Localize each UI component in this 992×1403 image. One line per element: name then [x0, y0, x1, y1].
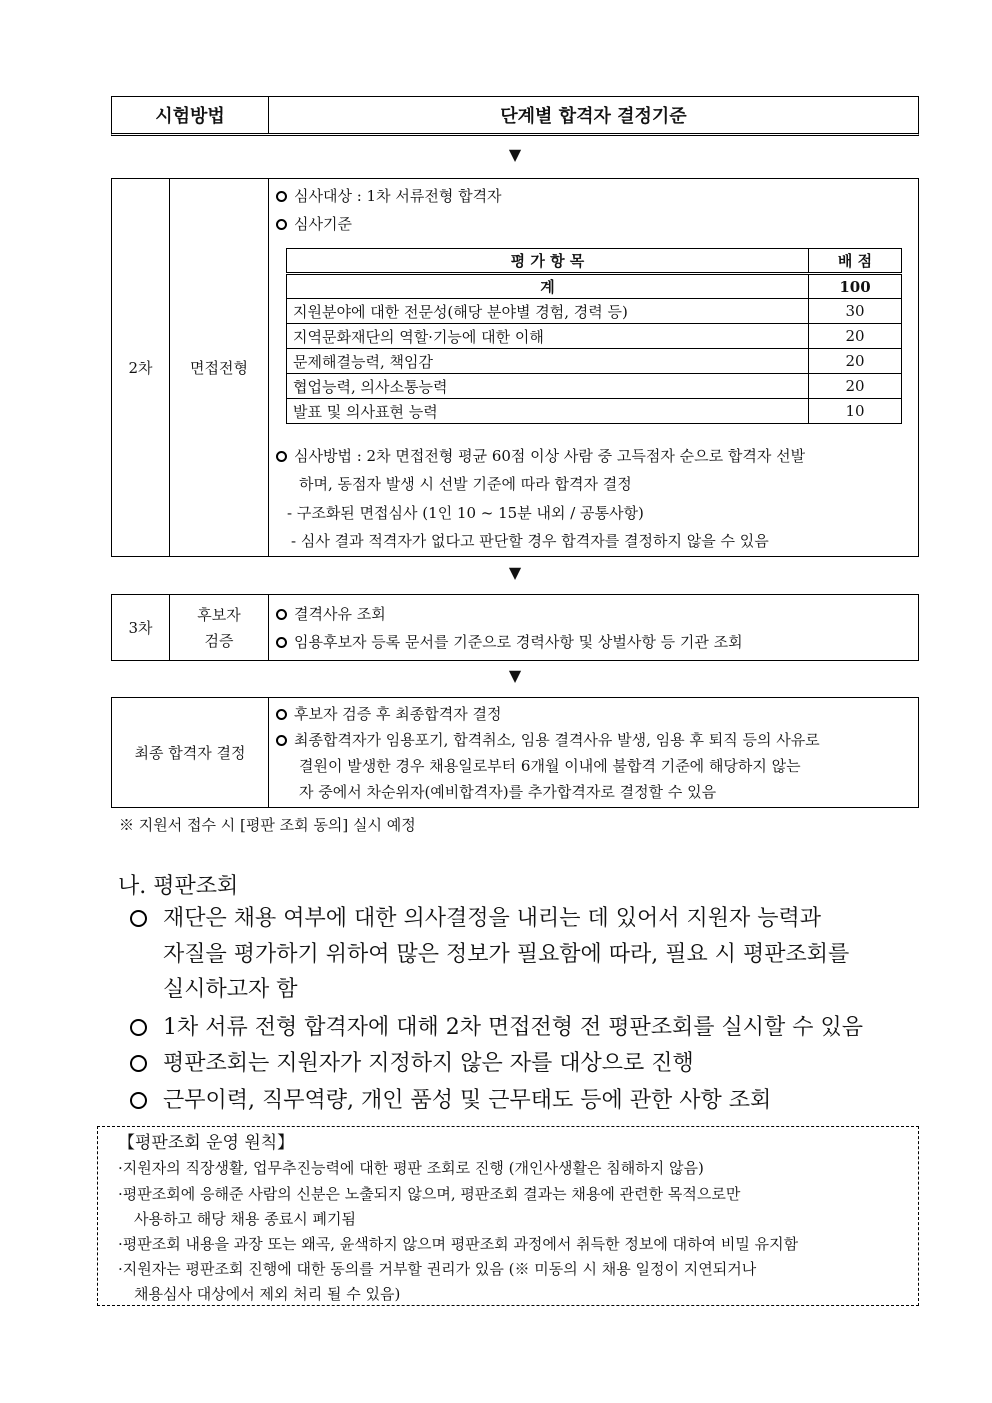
header-row	[111, 96, 919, 136]
final-item2-line1: 최종합격자가 임용포기, 합격취소, 임용 결격사유 발생, 임용 후 퇴직 등의 사유로	[276, 729, 820, 750]
section-bullet1-line2: 자질을 평가하기 위하여 많은 정보가 필요함에 따라, 필요 시 평판조회를	[163, 942, 850, 967]
score-table-header-score: 배 점	[809, 249, 902, 274]
circle-bullet-icon	[276, 709, 287, 720]
circle-bullet-icon	[130, 1092, 147, 1109]
down-arrow-icon: ▼	[508, 563, 522, 582]
circle-bullet-icon	[276, 637, 287, 648]
principle-3: ·평판조회 내용을 과장 또는 왜곡, 윤색하지 않으며 평판조회 과정에서 취득한 정보에 대하여 비밀 유지함	[118, 1235, 799, 1253]
table-row: 지역문화재단의 역할·기능에 대한 이해 20	[287, 324, 902, 349]
section-bullet1-line3: 실시하고자 함	[163, 977, 298, 1002]
table-row: 협업능력, 의사소통능력 20	[287, 374, 902, 399]
table-row: 지원분야에 대한 전문성(해당 분야별 경험, 경력 등) 30	[287, 299, 902, 324]
stage2-criteria-label: 심사기준	[276, 213, 352, 234]
final-label: 최종 합격자 결정	[134, 744, 246, 762]
circle-bullet-icon	[130, 1019, 147, 1036]
section-bullet1-line1: 재단은 채용 여부에 대한 의사결정을 내리는 데 있어서 지원자 능력과	[130, 901, 821, 932]
header-criteria: 단계별 합격자 결정기준	[500, 106, 687, 127]
stage2-label: 2차	[128, 359, 153, 377]
stage3-label: 3차	[128, 619, 153, 637]
table-row: 발표 및 의사표현 능력 10	[287, 399, 902, 424]
section-title: 나. 평판조회	[118, 874, 239, 899]
down-arrow-icon: ▼	[508, 145, 522, 164]
section-bullet3: 평판조회는 지원자가 지정하지 않은 자를 대상으로 진행	[130, 1046, 694, 1077]
stage3-method: 후보자 검증	[197, 605, 241, 650]
stage2-dash2: - 심사 결과 적격자가 없다고 판단할 경우 합격자를 결정하지 않을 수 있음	[291, 532, 769, 550]
score-table-header-item: 평 가 항 목	[287, 249, 809, 274]
circle-bullet-icon	[276, 191, 287, 202]
circle-bullet-icon	[276, 451, 287, 462]
stage2-dash1: - 구조화된 면접심사 (1인 10 ~ 15분 내외 / 공통사항)	[287, 504, 644, 522]
circle-bullet-icon	[130, 1055, 147, 1072]
principle-4-line2: 채용심사 대상에서 제외 처리 될 수 있음)	[134, 1285, 401, 1303]
section-bullet4: 근무이력, 직무역량, 개인 품성 및 근무태도 등에 관한 사항 조회	[130, 1083, 771, 1114]
circle-bullet-icon	[276, 609, 287, 620]
consent-note: ※ 지원서 접수 시 [평판 조회 동의] 실시 예정	[119, 816, 416, 834]
final-item1: 후보자 검증 후 최종합격자 결정	[276, 703, 501, 724]
down-arrow-icon: ▼	[508, 666, 522, 685]
header-method: 시험방법	[112, 97, 269, 133]
circle-bullet-icon	[130, 910, 147, 927]
section-bullet2: 1차 서류 전형 합격자에 대해 2차 면접전형 전 평판조회를 실시할 수 있음	[130, 1010, 863, 1041]
table-row: 문제해결능력, 책임감 20	[287, 349, 902, 374]
principle-4-line1: ·지원자는 평판조회 진행에 대한 동의를 거부할 권리가 있음 (※ 미동의 시 채용 일정이 지연되거나	[118, 1260, 757, 1278]
circle-bullet-icon	[276, 219, 287, 230]
score-table	[286, 248, 902, 424]
principle-1: ·지원자의 직장생활, 업무추진능력에 대한 평판 조회로 진행 (개인사생활은 침해하지 않음)	[118, 1159, 704, 1177]
circle-bullet-icon	[276, 735, 287, 746]
principle-2-line2: 사용하고 해당 채용 종료시 폐기됨	[134, 1210, 356, 1228]
stage2-method-line2: 하며, 동점자 발생 시 선발 기준에 따라 합격자 결정	[299, 475, 632, 493]
stage2-method-line1: 심사방법 : 2차 면접전형 평균 60점 이상 사람 중 고득점자 순으로 합격자 선발	[276, 445, 805, 466]
score-total-label: 계	[287, 274, 809, 299]
final-item2-line3: 자 중에서 차순위자(예비합격자)를 추가합격자로 결정할 수 있음	[299, 783, 717, 801]
stage2-target: 심사대상 : 1차 서류전형 합격자	[276, 185, 502, 206]
stage3-item1: 결격사유 조회	[276, 603, 386, 624]
score-total-value: 100	[809, 274, 902, 299]
principles-title: 【평판조회 운영 원칙】	[118, 1133, 295, 1153]
stage2-method: 면접전형	[190, 359, 248, 377]
stage3-item2: 임용후보자 등록 문서를 기준으로 경력사항 및 상벌사항 등 기관 조회	[276, 631, 743, 652]
final-item2-line2: 결원이 발생한 경우 채용일로부터 6개월 이내에 불합격 기준에 해당하지 않는	[299, 757, 801, 775]
principle-2-line1: ·평판조회에 응해준 사람의 신분은 노출되지 않으며, 평판조회 결과는 채용에 관련한 목적으로만	[118, 1185, 741, 1203]
